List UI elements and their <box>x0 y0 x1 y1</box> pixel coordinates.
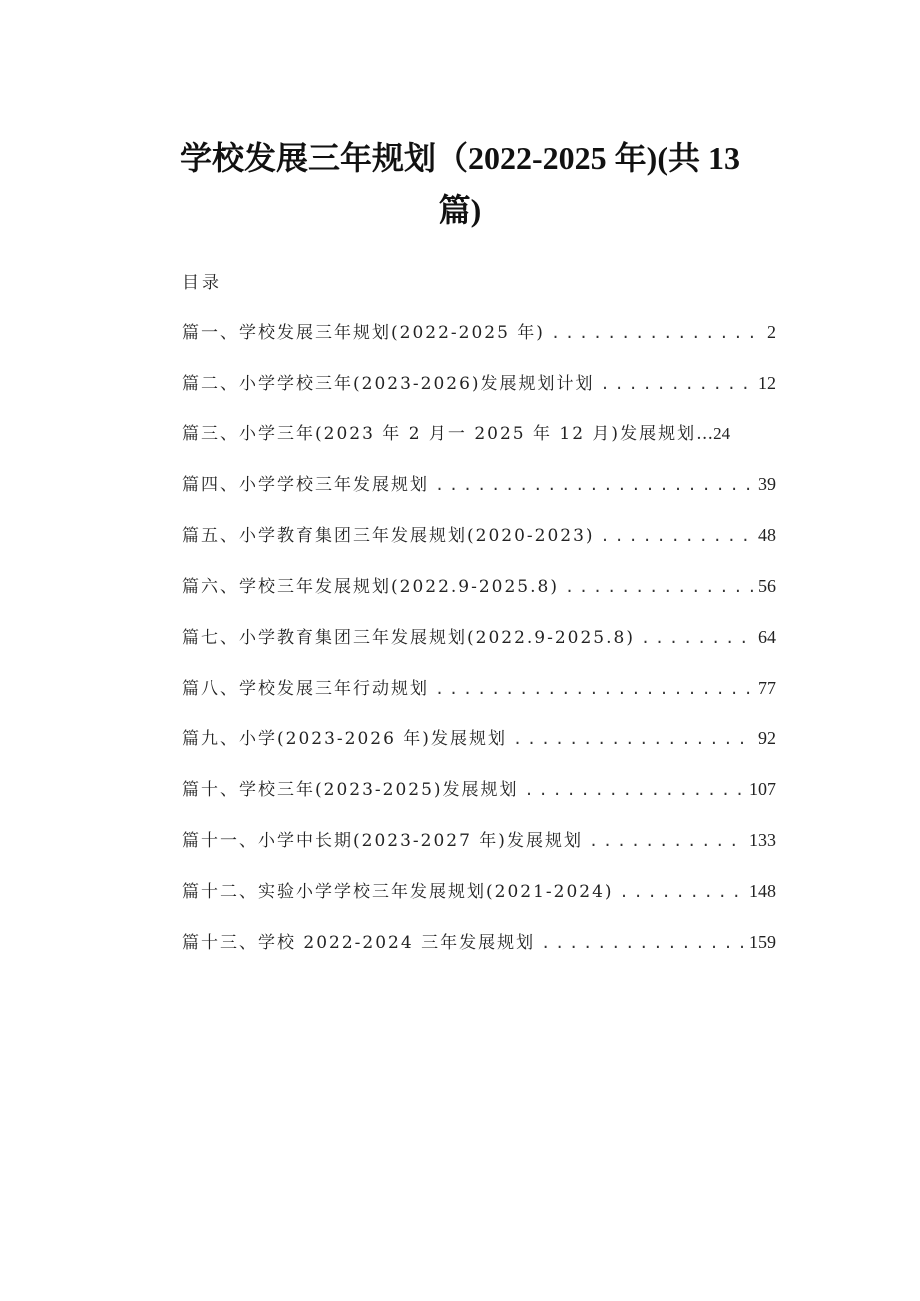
toc-entry-3 <box>182 409 776 460</box>
toc-entry-page: 92 <box>758 728 776 749</box>
toc-heading: 目录 <box>182 273 222 293</box>
dot-leader <box>435 460 754 511</box>
toc-entry-5 <box>182 510 776 561</box>
toc-entry-8 <box>182 663 776 714</box>
toc-entry-page: 24 <box>713 423 731 443</box>
toc-entry-6 <box>182 561 776 612</box>
toc-entry-label: 篇四、小学学校三年发展规划 <box>182 475 429 496</box>
toc-entry-page: 159 <box>749 931 776 952</box>
toc-entry-label: 篇一、学校发展三年规划(2022-2025 年) <box>182 323 545 343</box>
toc-entry-1 <box>182 307 776 358</box>
toc-entry-4 <box>182 459 776 510</box>
toc-entry-label: 篇六、学校三年发展规划(2022.9-2025.8) <box>182 576 559 597</box>
toc-entry-page: 48 <box>758 525 776 546</box>
dot-leader <box>513 714 754 765</box>
toc-entry-label: 篇十、学校三年(2023-2025)发展规划 <box>182 780 519 801</box>
dot-leader <box>541 918 745 969</box>
toc-entry-label: 篇九、小学(2023-2026 年)发展规划 <box>182 729 507 750</box>
toc-entry-label: 篇五、小学教育集团三年发展规划(2020-2023) <box>182 526 595 547</box>
toc-entry-label: 篇十三、学校 2022-2024 三年发展规划 <box>182 932 536 953</box>
toc-entry-page: 2 <box>767 322 776 342</box>
dot-leader <box>435 664 754 715</box>
document-title: 学校发展三年规划（2022-2025 年)(共 13 篇) <box>180 140 740 228</box>
toc-entry-page: 77 <box>758 677 776 698</box>
dot-leader <box>601 511 754 562</box>
toc-entry-10 <box>182 764 776 815</box>
dot-leader <box>601 359 754 410</box>
toc-entry-label: 篇七、小学教育集团三年发展规划(2022.9-2025.8) <box>182 627 635 648</box>
toc-entry-page: 12 <box>758 372 776 393</box>
dot-leader <box>620 867 745 918</box>
toc-entry-ellipsis: … <box>696 423 714 444</box>
toc-entry-label: 篇二、小学学校三年(2023-2026)发展规划计划 <box>182 373 595 394</box>
toc-entry-9 <box>182 713 776 764</box>
toc-entry-page: 56 <box>758 575 776 596</box>
toc-entry-label: 篇十一、小学中长期(2023-2027 年)发展规划 <box>182 830 583 851</box>
toc-entry-2 <box>182 358 776 409</box>
toc-entry-13 <box>182 917 776 968</box>
dot-leader <box>589 816 745 867</box>
toc-entry-7 <box>182 612 776 663</box>
toc-entry-label: 篇三、小学三年(2023 年 2 月一 2025 年 12 月)发展规划 <box>182 423 697 444</box>
toc-entry-12 <box>182 866 776 917</box>
dot-leader <box>565 562 754 613</box>
toc-entry-11 <box>182 815 776 866</box>
dot-leader <box>525 765 745 816</box>
toc-entry-page: 107 <box>749 779 776 800</box>
table-of-contents <box>182 307 776 967</box>
toc-entry-label: 篇八、学校发展三年行动规划 <box>182 678 429 699</box>
toc-entry-page: 133 <box>749 829 776 850</box>
toc-entry-page: 64 <box>758 626 776 647</box>
toc-entry-page: 148 <box>749 880 776 901</box>
dot-leader <box>551 308 763 359</box>
dot-leader <box>641 613 754 664</box>
toc-entry-label: 篇十二、实验小学学校三年发展规划(2021-2024) <box>182 881 614 902</box>
toc-entry-page: 39 <box>758 474 776 495</box>
